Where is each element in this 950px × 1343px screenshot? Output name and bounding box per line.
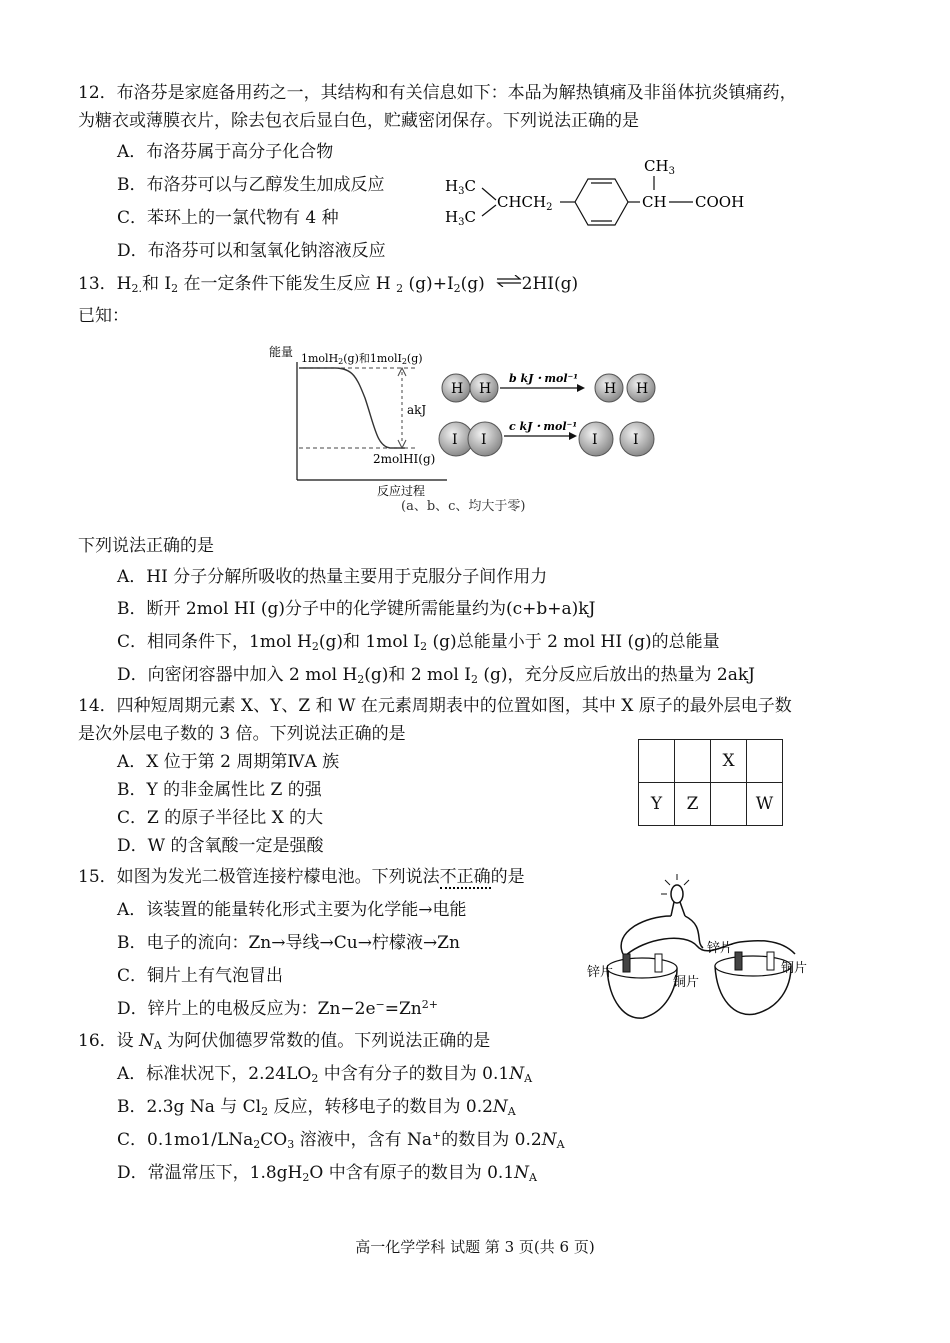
lemon-battery-illustration	[585, 872, 820, 1032]
q12-option-b: B．布洛芬可以与乙醇发生加成反应	[117, 175, 385, 195]
q13-option-b: B．断开 2mol HI (g)分子中的化学键所需能量约为(c+b+a)kJ	[117, 599, 596, 619]
equilibrium-arrow-icon	[496, 271, 522, 293]
structure-cooh: COOH	[695, 193, 745, 211]
q14-stem-line2: 是次外层电子数的 3 倍。下列说法正确的是	[78, 724, 406, 744]
diagram-caption: (a、b、c、均大于零)	[401, 499, 526, 514]
q14-stem-line1: 14．四种短周期元素 X、Y、Z 和 W 在元素周期表中的位置如图，其中 X 原子的最外层电子数	[78, 696, 792, 716]
structure-ch3-top: $CH_3$	[644, 157, 675, 177]
q12-option-a: A．布洛芬属于高分子化合物	[117, 142, 334, 162]
structure-h3c-bottom: $H_3C$	[445, 208, 476, 228]
bottom-level-label: 2molHI(g)	[373, 452, 436, 466]
q13-option-a: A．HI 分子分解所吸收的热量主要用于克服分子间作用力	[117, 567, 548, 587]
structure-h3c-top: $H_3C$	[445, 177, 476, 197]
pt-cell	[675, 740, 711, 783]
x-axis-label: 反应过程	[377, 484, 426, 498]
q15-option-d: D．锌片上的电极反应为：$Zn-2e^-=Zn^{2+}$	[117, 998, 438, 1019]
i-atom-label-2: I	[481, 432, 487, 448]
q15-stem: 15．如图为发光二极管连接柠檬电池。下列说法不正确的是	[78, 867, 525, 887]
delta-label: akJ	[407, 403, 427, 417]
structure-ch: CH	[642, 193, 667, 211]
h-atom-label-4: H	[636, 381, 649, 397]
q13-known: 已知：	[78, 306, 129, 326]
label-copper-left: 铜片	[673, 975, 700, 990]
pt-cell-z: Z	[675, 783, 711, 826]
i-atom-label-3: I	[592, 432, 598, 448]
label-zinc-right: 锌片	[707, 941, 734, 956]
q12-option-d: D．布洛芬可以和氢氧化钠溶液反应	[117, 241, 386, 261]
label-copper-right: 铜片	[781, 961, 808, 976]
pt-cell	[747, 740, 783, 783]
top-level-label: 1molH2(g)和1molI2(g)	[301, 352, 423, 366]
pt-cell-x: X	[711, 740, 747, 783]
label-zinc-left: 锌片	[587, 965, 614, 980]
pt-cell	[639, 740, 675, 783]
i-atom-label-4: I	[633, 432, 639, 448]
energy-diagram	[265, 338, 675, 520]
i-bond-energy: c kJ・mol⁻¹	[509, 420, 578, 433]
pt-cell-w: W	[747, 783, 783, 826]
q13-option-c: C．相同条件下，1mol $H_2(g)$和 1mol $I_2$ (g)总能量小于 2 mol HI (g)的总能量	[117, 632, 720, 653]
q15-option-a: A．该装置的能量转化形式主要为化学能→电能	[117, 900, 467, 920]
h-atom-label-2: H	[479, 381, 492, 397]
q16-option-d: D．常温常压下，$1.8gH_2O$ 中含有原子的数目为 $0.1N_A$	[117, 1163, 537, 1184]
ibuprofen-structure	[440, 150, 780, 240]
q12-stem-line2: 为糖衣或薄膜衣片，除去包衣后显白色，贮藏密闭保存。下列说法正确的是	[78, 111, 639, 131]
periodic-table-fragment	[638, 739, 783, 826]
q14-option-c: C．Z 的原子半径比 X 的大	[117, 808, 324, 828]
q14-option-a: A．X 位于第 2 周期第ⅣA 族	[117, 752, 340, 772]
q12-stem-line1: 12．布洛芬是家庭备用药之一，其结构和有关信息如下：本品为解热镇痛及非甾体抗炎镇痛药，	[78, 83, 797, 103]
i-atom-label-1: I	[452, 432, 458, 448]
page-footer: 高一化学学科 试题 第 3 页(共 6 页)	[355, 1238, 595, 1256]
q14-option-d: D．W 的含氧酸一定是强酸	[117, 836, 324, 856]
h-bond-energy: b kJ・mol⁻¹	[509, 372, 579, 385]
q16-option-c: C．$0.1mo1/LNa_2CO_3$ 溶液中，含有 Na+的数目为 $0.2N_A$	[117, 1129, 565, 1151]
y-axis-label: 能量	[269, 345, 294, 359]
q16-stem: 16．设 $N_A$ 为阿伏伽德罗常数的值。下列说法正确的是	[78, 1031, 491, 1052]
h-atom-label-1: H	[451, 381, 464, 397]
q15-option-c: C．铜片上有气泡冒出	[117, 966, 284, 986]
q14-option-b: B．Y 的非金属性比 Z 的强	[117, 780, 322, 800]
q13-stem: 13．$H_{2.}$和 $I_2$ 在一定条件下能发生反应 H $_2$ $(g)+I_2(g)$ 2HI(g)	[78, 273, 578, 295]
h-atom-label-3: H	[604, 381, 617, 397]
structure-chch2: $CHCH_2$	[497, 193, 553, 213]
q13-question: 下列说法正确的是	[78, 536, 214, 556]
emphasis-not-correct: 不正确	[439, 867, 491, 887]
q16-option-b: B．2.3g Na 与 $Cl_2$ 反应，转移电子的数目为 $0.2N_A$	[117, 1097, 516, 1118]
pt-cell-y: Y	[639, 783, 675, 826]
q12-option-c: C．苯环上的一氯代物有 4 种	[117, 208, 339, 228]
pt-cell	[711, 783, 747, 826]
led-icon	[661, 874, 689, 916]
q13-option-d: D．向密闭容器中加入 2 mol $H_2(g)$和 2 mol $I_2$ (g)，充分反应后放出的热量为 2akJ	[117, 665, 755, 686]
q15-option-b: B．电子的流向：Zn→导线→Cu→柠檬液→Zn	[117, 933, 460, 953]
q16-option-a: A．标准状况下，$2.24LO_2$ 中含有分子的数目为 $0.1N_A$	[117, 1064, 533, 1085]
